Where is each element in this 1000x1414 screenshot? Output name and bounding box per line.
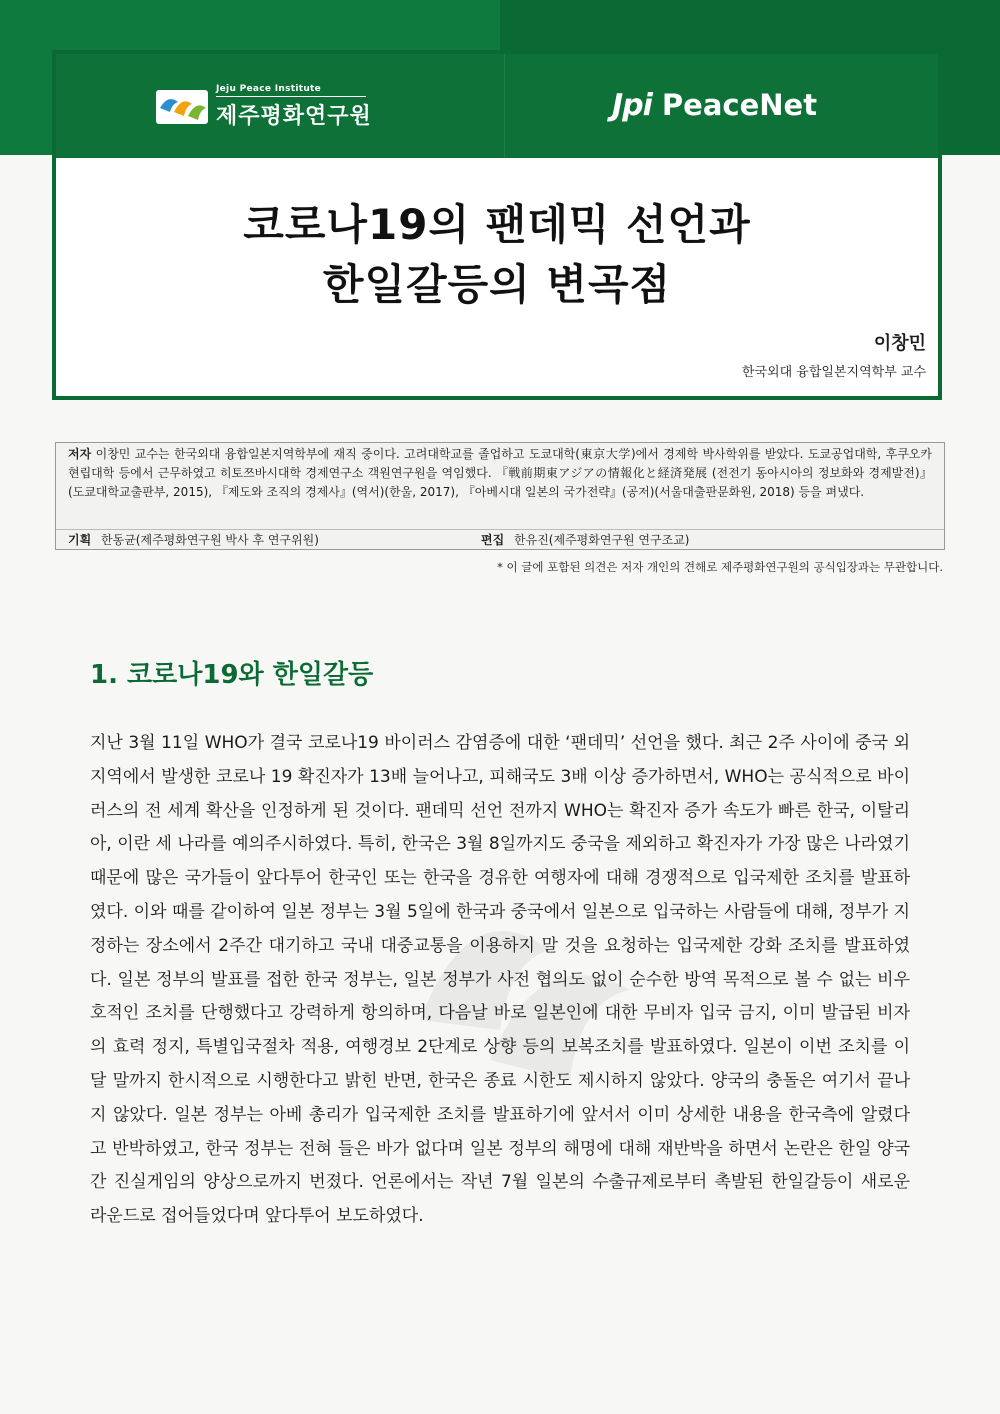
peacenet-mark: Jpi xyxy=(612,88,652,123)
editor-label: 편집 xyxy=(481,533,505,547)
planner-label: 기획 xyxy=(68,533,92,547)
page-title-line-2: 한일갈등의 변곡점 xyxy=(322,260,672,309)
jeju-peace-institute-logo xyxy=(156,84,372,130)
institute-name xyxy=(216,84,372,130)
author-bio-label: 저자 xyxy=(68,447,92,461)
header-divider xyxy=(504,54,505,158)
planner-info xyxy=(68,531,319,550)
author-name: 이창민 xyxy=(873,333,926,354)
author-affiliation: 한국외대 융합일본지역학부 교수 xyxy=(741,365,926,380)
planner-text: 한동균(제주평화연구원 박사 후 연구위원) xyxy=(101,533,319,547)
section-heading: 1. 코로나19와 한일갈등 xyxy=(90,660,374,690)
peacenet-word: PeaceNet xyxy=(661,88,818,122)
disclaimer: * 이 글에 포함된 의견은 저자 개인의 견해로 제주평화연구원의 공식입장과는 무관합니다. xyxy=(497,560,943,574)
author-bio-text: 이창민 교수는 한국외대 융합일본지역학부에 재직 중이다. 고려대학교를 졸업하고 도쿄대학(東京大学)에서 경제학 박사학위를 받았다. 도쿄공업대학, 후쿠오카현립대학 등에서 근무하였고 히토쯔바시대학 경제연구소 객원연구원을 역임했다. 『戦前期東アジアの情報化と経済発展 (전전기 동아시아의 정보화와 경제발전)』(도쿄대학교출판부, 2015), 『제도와 조직의 경제사』(역서)(한울, 2017), 『아베시대 일본의 국가전략』(공저)(서울대출판문화원, 2018) 등을 펴냈다. xyxy=(68,447,932,499)
author-info-box xyxy=(55,442,945,550)
institute-name-ko: 제주평화연구원 xyxy=(216,104,372,129)
info-divider xyxy=(56,529,944,530)
institute-name-en: Jeju Peace Institute xyxy=(216,84,366,97)
header-frame xyxy=(52,50,942,400)
editor-info xyxy=(481,531,689,550)
peacenet-logo xyxy=(612,88,817,123)
page-title-line-1: 코로나19의 팬데믹 선언과 xyxy=(243,200,751,249)
editor-text: 한유진(제주평화연구원 연구조교) xyxy=(514,533,690,547)
body-paragraph: 지난 3월 11일 WHO가 결국 코로나19 바이러스 감염증에 대한 ‘팬데믹’ 선언을 했다. 최근 2주 사이에 중국 외 지역에서 발생한 코로나 19 확진자가 13배 늘어나고, 피해국도 3배 이상 증가하면서, WHO는 공식적으로 바이러스의 전 세계 확산을 인정하게 된 것이다. 팬데믹 선언 전까지 WHO는 확진자 증가 속도가 빠른 한국, 이탈리아, 이란 세 나라를 예의주시하였다. 특히, 한국은 3월 8일까지도 중국을 제외하고 확진자가 가장 많은 나라였기 때문에 많은 국가들이 앞다투어 한국인 또는 한국을 경유한 여행자에 대해 경쟁적으로 입국제한 조치를 발표하였다. 이와 때를 같이하여 일본 정부는 3월 5일에 한국과 중국에서 일본으로 입국하는 사람들에 대해, 정부가 지정하는 장소에서 2주간 대기하고 국내 대중교통을 이용하지 말 것을 요청하는 입국제한 강화 조치를 발표하였다. 일본 정부의 발표를 접한 한국 정부는, 일본 정부가 사전 협의도 없이 순수한 방역 목적으로 볼 수 없는 비우호적인 조치를 단행했다고 강력하게 항의하며, 다음날 바로 일본인에 대한 무비자 입국 금지, 이미 발급된 비자의 효력 정지, 특별입국절차 적용, 여행경보 2단계로 상향 등의 보복조치를 발표하였다. 일본이 이번 조치를 이달 말까지 한시적으로 시행한다고 밝힌 반면, 한국은 종료 시한도 제시하지 않았다. 양국의 충돌은 여기서 끝나지 않았다. 일본 정부는 아베 총리가 입국제한 조치를 발표하기에 앞서서 이미 상세한 내용을 한국측에 알렸다고 반박하였고, 한국 정부는 전혀 들은 바가 없다며 일본 정부의 해명에 대해 재반박을 하면서 논란은 한일 양국 간 진실게임의 양상으로까지 번졌다. 언론에서는 작년 7월 일본의 수출규제로부터 촉발된 한일갈등이 새로운 라운드로 접어들었다며 앞다투어 보도하였다. xyxy=(90,733,910,1227)
dove-logo-icon xyxy=(156,86,208,128)
author-bio xyxy=(68,445,932,502)
header-banner xyxy=(56,54,938,158)
